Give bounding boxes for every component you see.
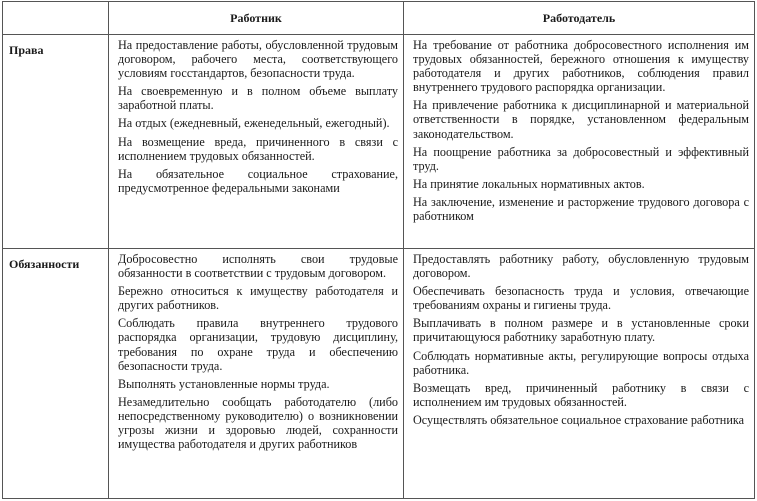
list-item: На принятие локальных нормативных актов. — [413, 176, 645, 191]
list-item: Выплачивать в полном размере и в установленные сроки причитающуюся работнику заработную плату. — [413, 316, 749, 345]
list-item: Соблюдать правила внутреннего трудового распорядка организации, трудовую дисциплину, требования по охране труда и обеспечению безопасности труда. — [118, 316, 398, 373]
header-empty-cell — [3, 2, 109, 35]
header-row — [3, 2, 755, 35]
list-item: Осуществлять обязательное социальное страхование работника — [413, 412, 744, 427]
list-item: Выполнять установленные нормы труда. — [118, 376, 330, 391]
table-row-duties — [3, 249, 755, 499]
list-item: На предоставление работы, обусловленной трудовым договором, рабочего места, соответствующего условиям госстандартов, безопасности труда. — [118, 38, 398, 81]
list-item: На требование от работника добросовестного исполнения им трудовых обязанностей, бережного отношения к имуществу работодателя и других работников, соблюдения правил внутреннего трудового распорядка организации. — [413, 38, 749, 95]
rights-employee-cell — [109, 35, 404, 249]
list-item: На заключение, изменение и расторжение трудового договора с работником — [413, 194, 749, 224]
rights-employer-cell — [404, 35, 755, 249]
list-item: На привлечение работника к дисциплинарной и материальной ответственности в порядке, установленном федеральным законодательством. — [413, 98, 749, 141]
list-item: Соблюдать нормативные акты, регулирующие вопросы отдыха работника. — [413, 348, 749, 377]
row-label-rights: Права — [3, 35, 109, 249]
list-item: Обеспечивать безопасность труда и условия, отвечающие требованиям охраны и гигиены труда. — [413, 284, 749, 313]
duties-employer-cell — [404, 249, 755, 499]
row-label-duties: Обязанности — [3, 249, 109, 499]
list-item: Предоставлять работнику работу, обусловленную трудовым договором. — [413, 252, 749, 281]
list-item: На своевременную и в полном объеме выплату заработной платы. — [118, 84, 398, 113]
rights-duties-table — [2, 1, 755, 499]
list-item: На возмещение вреда, причиненного в связи с исполнением трудовых обязанностей. — [118, 134, 398, 163]
list-item: Добросовестно исполнять свои трудовые обязанности в соответствии с трудовым договором. — [118, 252, 398, 281]
list-item: На поощрение работника за добросовестный и эффективный труд. — [413, 144, 749, 173]
list-item: На отдых (ежедневный, еженедельный, ежегодный). — [118, 116, 390, 131]
list-item: На обязательное социальное страхование, предусмотренное федеральными законами — [118, 166, 398, 195]
list-item: Возмещать вред, причиненный работнику в связи с исполнением им трудовых обязанностей. — [413, 380, 749, 409]
duties-employee-cell — [109, 249, 404, 499]
list-item: Незамедлительно сообщать работодателю (либо непосредственному руководителю) о возникновении угрозы жизни и здоровью людей, сохранности имущества работодателя и других работников — [118, 394, 398, 452]
table-row-rights — [3, 35, 755, 249]
header-employer: Работодатель — [404, 2, 755, 35]
list-item: Бережно относиться к имуществу работодателя и других работников. — [118, 284, 398, 313]
header-employee: Работник — [109, 2, 404, 35]
